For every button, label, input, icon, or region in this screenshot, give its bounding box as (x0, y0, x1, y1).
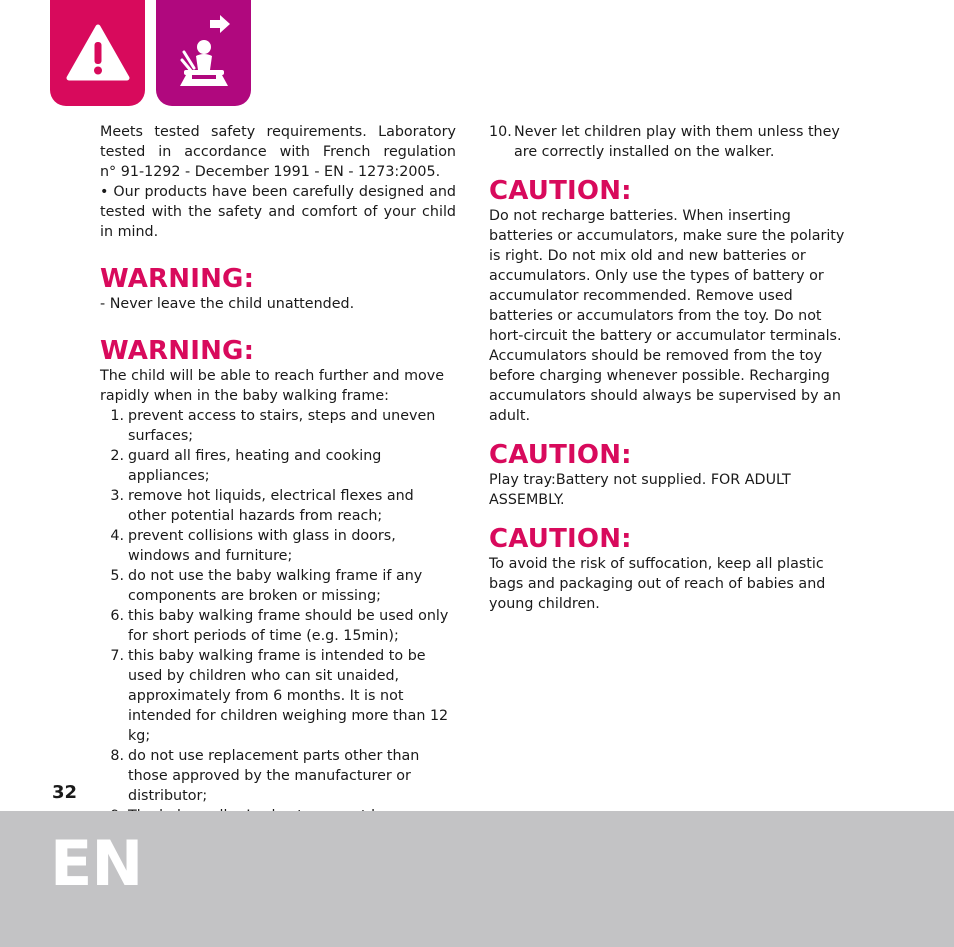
list-item (100, 486, 456, 526)
list-item (100, 566, 456, 606)
list-item-number: 6. (110, 608, 124, 624)
warning-intro-2: The child will be able to reach further and move rapidly when in the baby walking frame: (100, 368, 445, 404)
caution-text-1: Do not recharge batteries. When inserting batteries or accumulators, make sure the polarity is right. Do not mix old and new batteries or accumulators. Only use the types of battery or accumulator recommended. Remove used batteries or accumulators from the toy. Do not hort-circuit the battery or accumulator terminals. Accumulators should be removed from the toy before charging whenever possible. Recharging accumulators should always be supervised by an adult. (489, 208, 845, 424)
warning-triangle-icon (66, 24, 130, 82)
list-item (100, 446, 456, 486)
intro-regulation: n° 91-1292 - December 1991 - EN - 1273:2005. (100, 164, 441, 180)
list-item (100, 406, 456, 446)
list-item-text: this baby walking frame should be used only for short periods of time (e.g. 15min); (128, 608, 449, 644)
intro-design-paragraph: • Our products have been carefully designed and tested with the safety and comfort of your child in mind. (100, 184, 456, 240)
list-item-number: 10. (489, 124, 512, 140)
warning-heading-1: WARNING: (100, 264, 255, 294)
walker-icon-tile (156, 0, 251, 106)
right-column (489, 122, 845, 614)
warning-heading-2: WARNING: (100, 336, 255, 366)
caution-text-2: Play tray:Battery not supplied. FOR ADULT ASSEMBLY. (489, 472, 791, 508)
list-item (100, 646, 456, 746)
list-item-number: 5. (110, 568, 124, 584)
list-item-text: guard all fires, heating and cooking appliances; (128, 448, 382, 484)
warning-list-continued (489, 122, 845, 162)
list-item-number: 7. (110, 648, 124, 664)
caution-heading-1: CAUTION: (489, 176, 632, 206)
list-item (100, 746, 456, 806)
left-column (100, 122, 456, 866)
page-number: 32 (52, 782, 78, 803)
language-code: EN (50, 827, 143, 900)
list-item-text: do not use the baby walking frame if any components are broken or missing; (128, 568, 423, 604)
list-item (100, 526, 456, 566)
list-item-number: 2. (110, 448, 124, 464)
list-item (489, 122, 845, 162)
list-item-number: 8. (110, 748, 124, 764)
list-item-text: this baby walking frame is intended to be used by children who can sit unaided, approximately from 6 months. It is not intended for children weighing more than 12 kg; (128, 648, 449, 744)
caution-heading-3: CAUTION: (489, 524, 632, 554)
list-item-text: prevent access to stairs, steps and uneven surfaces; (128, 408, 436, 444)
list-item-text: do not use replacement parts other than those approved by the manufacturer or distributor; (128, 748, 420, 804)
list-item-text: remove hot liquids, electrical flexes and other potential hazards from reach; (128, 488, 414, 524)
warning-list (100, 406, 456, 866)
list-item-text: Never let children play with them unless they are correctly installed on the walker. (514, 124, 840, 160)
list-item-number: 3. (110, 488, 124, 504)
list-item (100, 606, 456, 646)
baby-walker-icon (174, 14, 234, 92)
intro-paragraph: Meets tested safety requirements. Laboratory tested in accordance with French regulation (100, 124, 456, 160)
warning-text-1: - Never leave the child unattended. (100, 296, 355, 312)
caution-text-3: To avoid the risk of suffocation, keep all plastic bags and packaging out of reach of babies and young children. (489, 556, 826, 612)
list-item-number: 4. (110, 528, 124, 544)
list-item-text: prevent collisions with glass in doors, windows and furniture; (128, 528, 396, 564)
list-item-number: 1. (110, 408, 124, 424)
footer-band (0, 811, 954, 947)
warning-icon-tile (50, 0, 145, 106)
caution-heading-2: CAUTION: (489, 440, 632, 470)
